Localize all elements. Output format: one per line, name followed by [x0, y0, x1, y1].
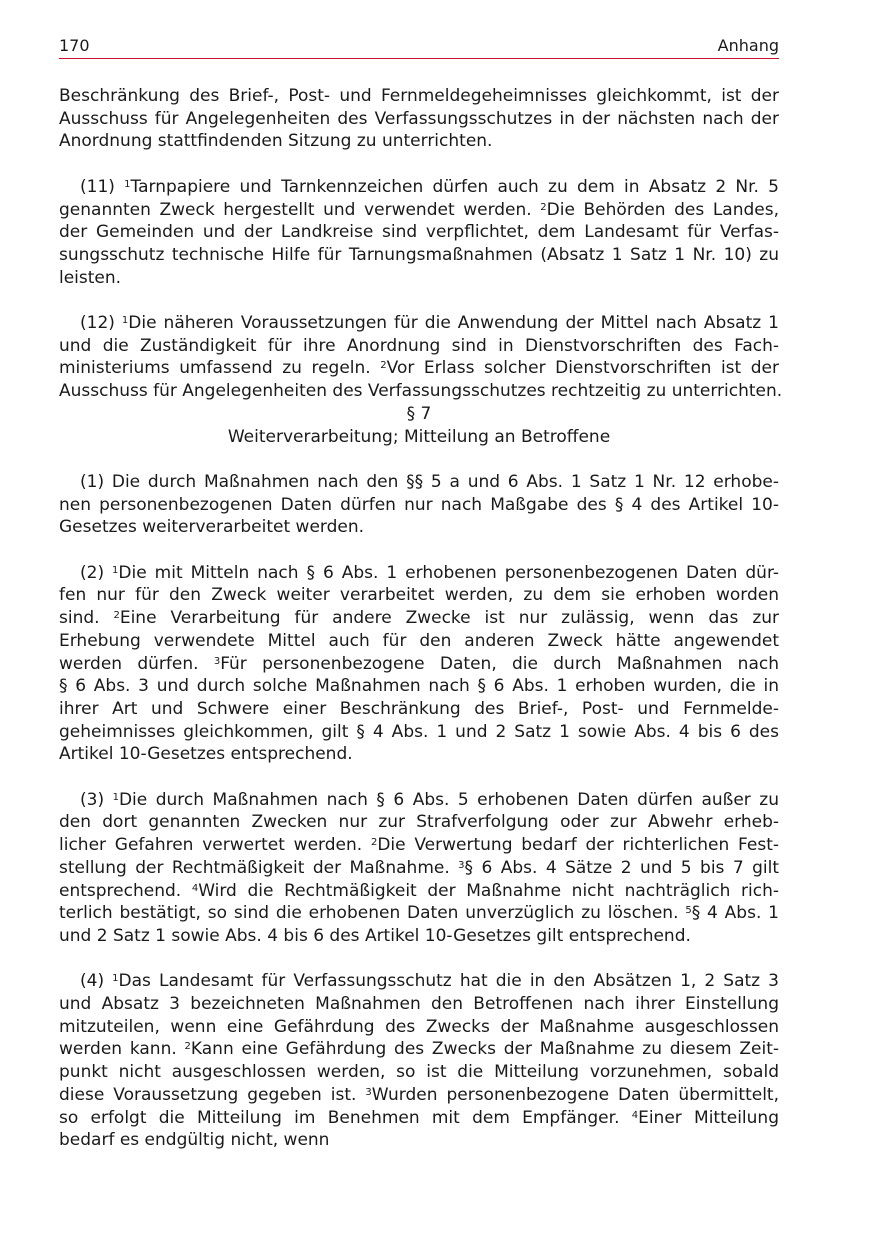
paragraph-s4 — [59, 970, 779, 1152]
text-line: sungsschutz technische Hilfe für Tarnungsmaßnahmen (Absatz 1 Satz 1 Nr. 10) zu — [59, 244, 779, 265]
paragraphs-before — [59, 85, 783, 403]
text-line: diese Voraussetzung gegeben ist. $^3$Wurden personenbezogene Daten übermittelt, — [59, 1084, 779, 1105]
section-title: Anhang — [717, 36, 779, 55]
text-line: und die Zuständigkeit für ihre Anordnung sind in Dienstvorschriften des Fach- — [59, 335, 779, 356]
section-number: § 7 — [406, 403, 432, 424]
paragraph-p0 — [59, 85, 779, 153]
text-line: mitzuteilen, wenn eine Gefährdung des Zwecks der Maßnahme ausgeschlossen — [59, 1016, 779, 1037]
text-line: licher Gefahren verwertet werden. $^2$Die Verwertung bedarf der richterlichen Fest- — [59, 835, 779, 856]
text-line: (1) Die durch Maßnahmen nach den §§ 5 a und 6 Abs. 1 Satz 1 Nr. 12 erhobe- — [80, 471, 779, 492]
text-line: leisten. — [59, 267, 122, 288]
text-line: entsprechend. $^4$Wird die Rechtmäßigkeit der Maßnahme nicht nachträglich rich- — [59, 880, 779, 901]
text-line: nen personenbezogenen Daten dürfen nur nach Maßgabe des § 4 des Artikel 10- — [59, 494, 779, 515]
text-line: (2) $^1$Die mit Mitteln nach § 6 Abs. 1 erhobenen personenbezogenen Daten dür- — [80, 562, 779, 583]
paragraph-p12 — [59, 312, 783, 403]
paragraph-s2 — [59, 562, 779, 766]
text-line: (4) $^1$Das Landesamt für Verfassungsschutz hat die in den Absätzen 1, 2 Satz 3 — [80, 971, 779, 992]
text-line: Gesetzes weiterverarbeitet werden. — [59, 517, 365, 538]
text-line: Anordnung stattfindenden Sitzung zu unterrichten. — [59, 131, 493, 152]
text-line: bedarf es endgültig nicht, wenn — [59, 1130, 330, 1151]
text-line: ihrer Art und Schwere einer Beschränkung des Brief-, Post- und Fernmelde- — [59, 698, 779, 719]
text-line: (11) $^1$Tarnpapiere und Tarnkennzeichen dürfen auch zu dem in Absatz 2 Nr. 5 — [80, 176, 779, 197]
text-line: und Absatz 3 bezeichneten Maßnahmen den Betroffenen nach ihrer Einstellung — [59, 994, 779, 1015]
text-line: (12) $^1$Die näheren Voraussetzungen für die Anwendung der Mittel nach Absatz 1 — [80, 313, 779, 333]
section-heading-title: Weiterverarbeitung; Mitteilung an Betroffene — [227, 426, 611, 447]
text-line: so erfolgt die Mitteilung im Benehmen mit dem Empfänger. $^4$Einer Mitteilung — [59, 1107, 779, 1128]
text-line: werden kann. $^2$Kann eine Gefährdung des Zwecks der Maßnahme zu diesem Zeit- — [59, 1039, 779, 1060]
text-line: geheimnisses gleichkommen, gilt § 4 Abs. 1 und 2 Satz 1 sowie Abs. 4 bis 6 des — [59, 721, 779, 742]
paragraph-s1 — [59, 471, 779, 539]
text-line: (3) $^1$Die durch Maßnahmen nach § 6 Abs. 5 erhobenen Daten dürfen außer zu — [80, 789, 779, 810]
text-line: Artikel 10-Gesetzes entsprechend. — [59, 744, 353, 765]
text-line: der Gemeinden und der Landkreise sind verpflichtet, dem Landesamt für Verfas- — [59, 222, 779, 243]
header-rule — [59, 58, 779, 59]
text-line: und 2 Satz 1 sowie Abs. 4 bis 6 des Artikel 10-Gesetzes gilt entsprechend. — [59, 925, 691, 946]
paragraph-p11 — [59, 176, 779, 290]
text-line: werden dürfen. $^3$Für personenbezogene Daten, die durch Maßnahmen nach — [59, 653, 779, 674]
text-line: Ausschuss für Angelegenheiten des Verfassungsschutzes rechtzeitig zu unterrichten. — [59, 381, 783, 402]
page-number: 170 — [59, 36, 90, 55]
page-header — [59, 36, 779, 56]
paragraph-s3 — [59, 789, 779, 948]
text-line: sind. $^2$Eine Verarbeitung für andere Zwecke ist nur zulässig, wenn das zur — [59, 608, 780, 629]
section-heading — [59, 403, 779, 448]
text-line: den dort genannten Zwecken nur zur Strafverfolgung oder zur Abwehr erheb- — [59, 812, 779, 833]
text-line: punkt nicht ausgeschlossen werden, so ist die Mitteilung vorzunehmen, sobald — [59, 1062, 779, 1083]
text-line: genannten Zweck hergestellt und verwendet werden. $^2$Die Behörden des Landes, — [59, 199, 779, 220]
paragraphs-after — [59, 471, 779, 1152]
text-line: stellung der Rechtmäßigkeit der Maßnahme. $^3$§ 6 Abs. 4 Sätze 2 und 5 bis 7 gilt — [59, 857, 779, 878]
text-line: fen nur für den Zweck weiter verarbeitet werden, zu dem sie erhoben worden — [59, 585, 779, 606]
text-line: Erhebung verwendete Mittel auch für den anderen Zweck hätte angewendet — [59, 630, 779, 651]
text-line: terlich bestätigt, so sind die erhobenen Daten unverzüglich zu löschen. $^5$§ 4 Abs. 1 — [59, 903, 780, 924]
document-body — [59, 85, 783, 1152]
text-line: § 6 Abs. 3 und durch solche Maßnahmen nach § 6 Abs. 1 erhoben wurden, die in — [59, 676, 779, 697]
text-line: ministeriums umfassend zu regeln. $^2$Vor Erlass solcher Dienstvorschriften ist der — [59, 358, 779, 379]
text-line: Beschränkung des Brief-, Post- und Fernmeldegeheimnisses gleichkommt, ist der — [59, 86, 779, 106]
text-line: Ausschuss für Angelegenheiten des Verfassungsschutzes in der nächsten nach der — [59, 108, 779, 129]
